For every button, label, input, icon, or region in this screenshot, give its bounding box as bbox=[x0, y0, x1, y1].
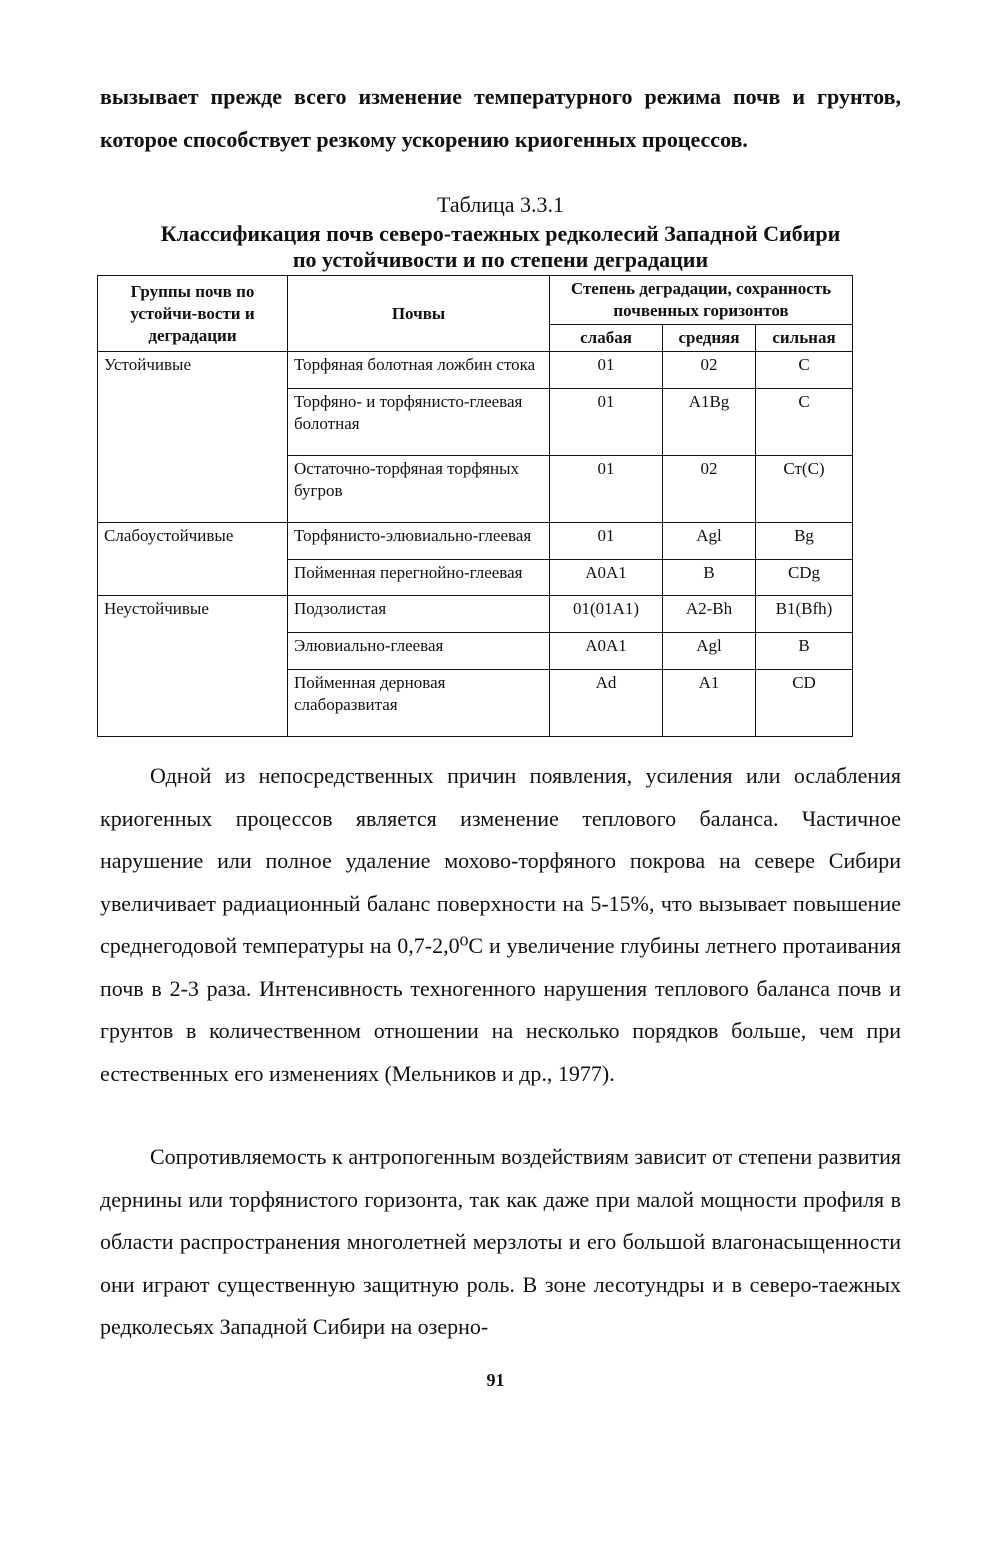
group-cell: Слабоустойчивые bbox=[98, 522, 288, 596]
header-strong: сильная bbox=[756, 325, 853, 352]
strong-cell: Ст(С) bbox=[756, 455, 853, 522]
soil-cell: Пойменная перегнойно-глеевая bbox=[288, 559, 550, 596]
strong-cell: CD bbox=[756, 670, 853, 737]
header-medium: средняя bbox=[663, 325, 756, 352]
weak-cell: 01 bbox=[550, 522, 663, 559]
weak-cell: 01 bbox=[550, 455, 663, 522]
table-row bbox=[98, 596, 853, 633]
soil-cell: Остаточно-торфяная торфяных бугров bbox=[288, 455, 550, 522]
medium-cell: A1 bbox=[663, 670, 756, 737]
strong-cell: CDg bbox=[756, 559, 853, 596]
medium-cell: 02 bbox=[663, 455, 756, 522]
strong-cell: Bg bbox=[756, 522, 853, 559]
strong-cell: B1(Bfh) bbox=[756, 596, 853, 633]
table-title: Классификация почв северо-таежных редколесий Западной Сибири bbox=[160, 221, 841, 246]
header-groups: Группы почв по устойчи-вости и деградации bbox=[98, 276, 288, 352]
weak-cell: A0A1 bbox=[550, 559, 663, 596]
weak-cell: 01 bbox=[550, 352, 663, 389]
soil-cell: Торфяная болотная ложбин стока bbox=[288, 352, 550, 389]
weak-cell: 01(01A1) bbox=[550, 596, 663, 633]
medium-cell: Agl bbox=[663, 522, 756, 559]
middle-paragraph: Одной из непосредственных причин появления, усиления или ослабления криогенных процессов является изменение теплового баланса. Частичное нарушение или полное удаление мохово-торфяного покрова на севере Сибири увеличивает радиационный баланс поверхности на 5-15%, что вызывает повышение среднегодовой температуры на 0,7-2,0⁰С и увеличение глубины летнего протаивания почв в 2-3 раза. Интенсивность техногенного нарушения теплового баланса почв и грунтов в количественном отношении на несколько порядков больше, чем при естественных его изменениях (Мельников и др., 1977). bbox=[100, 763, 901, 1086]
soil-cell: Элювиально-глеевая bbox=[288, 633, 550, 670]
group-cell: Устойчивые bbox=[98, 352, 288, 523]
weak-cell: 01 bbox=[550, 388, 663, 455]
header-degree: Степень деградации, сохранность почвенных горизонтов bbox=[550, 276, 853, 325]
medium-cell: 02 bbox=[663, 352, 756, 389]
top-paragraph: вызывает прежде всего изменение температурного режима почв и грунтов, которое способствует резкому ускорению криогенных процессов. bbox=[100, 84, 901, 152]
table-row bbox=[98, 352, 853, 389]
medium-cell: В bbox=[663, 559, 756, 596]
group-cell: Неустойчивые bbox=[98, 596, 288, 737]
soil-cell: Торфянисто-элювиально-глеевая bbox=[288, 522, 550, 559]
header-weak: слабая bbox=[550, 325, 663, 352]
soil-cell: Подзолистая bbox=[288, 596, 550, 633]
strong-cell: С bbox=[756, 352, 853, 389]
last-paragraph: Сопротивляемость к антропогенным воздействиям зависит от степени развития дернины или торфянистого горизонта, так как даже при малой мощности профиля в области распространения многолетней мерзлоты и его большой влагонасыщенности они играют существенную защитную роль. В зоне лесотундры и в северо-таежных редколесьях Западной Сибири на озерно- bbox=[100, 1144, 901, 1339]
medium-cell: Agl bbox=[663, 633, 756, 670]
table-row bbox=[98, 522, 853, 559]
soil-classification-table bbox=[97, 275, 853, 737]
header-soils: Почвы bbox=[288, 276, 550, 352]
strong-cell: В bbox=[756, 633, 853, 670]
weak-cell: A0A1 bbox=[550, 633, 663, 670]
soil-cell: Торфяно- и торфянисто-глеевая болотная bbox=[288, 388, 550, 455]
medium-cell: A1Bg bbox=[663, 388, 756, 455]
strong-cell: С bbox=[756, 388, 853, 455]
weak-cell: Ad bbox=[550, 670, 663, 737]
soil-cell: Пойменная дерновая слаборазвитая bbox=[288, 670, 550, 737]
page-number: 91 bbox=[486, 1370, 505, 1390]
table-number: Таблица 3.3.1 bbox=[436, 192, 565, 217]
medium-cell: A2-Bh bbox=[663, 596, 756, 633]
table-subtitle: по устойчивости и по степени деградации bbox=[292, 247, 709, 272]
